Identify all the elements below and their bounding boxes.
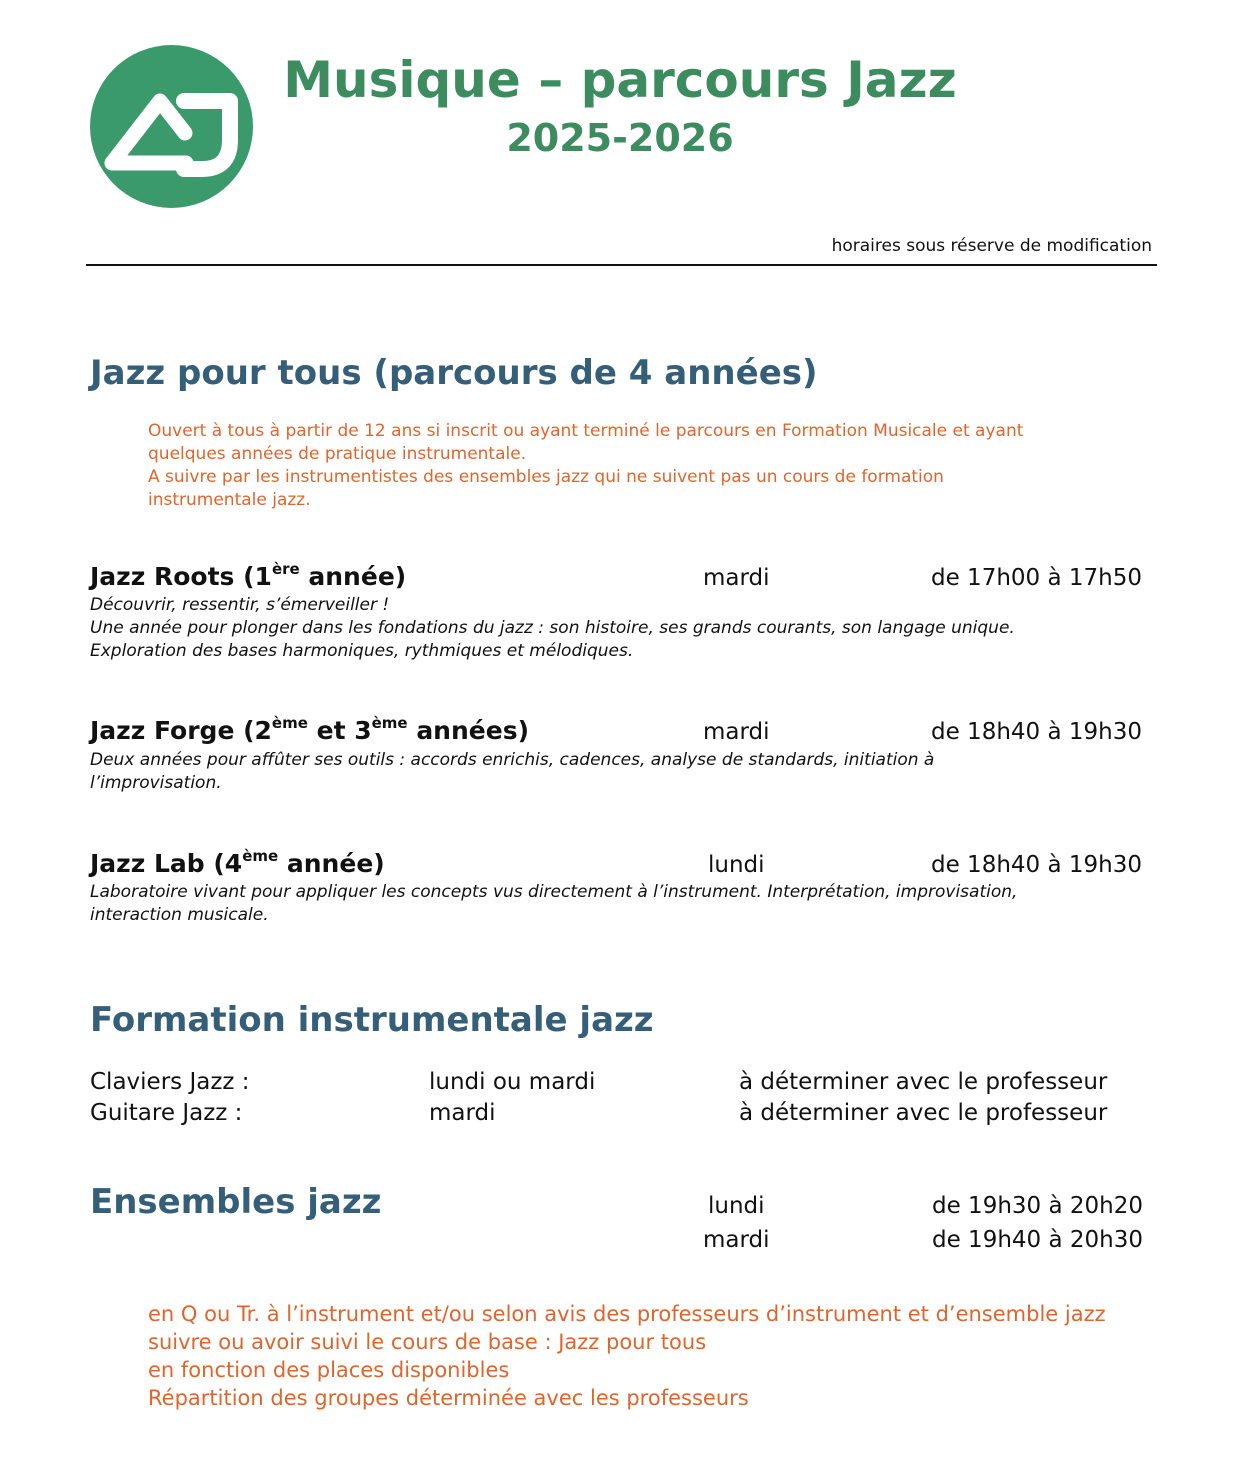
header-divider <box>86 264 1157 266</box>
course-name-jazz-roots: Jazz Roots (1ère année) <box>90 560 407 591</box>
condition-line: en fonction des places disponibles <box>148 1358 510 1382</box>
page-title: Musique – parcours Jazz <box>283 51 957 109</box>
instrument-claviers-time: à déterminer avec le professeur <box>739 1069 1108 1095</box>
course-desc-jazz-lab: Laboratoire vivant pour appliquer les concepts vus directement à l’instrument. Interprétation, improvisation, interaction musicale. <box>90 882 1018 925</box>
section-title-jazz-pour-tous: Jazz pour tous (parcours de 4 années) <box>90 353 818 393</box>
instrument-guitare-day: mardi <box>429 1100 496 1126</box>
course-day-jazz-lab: lundi <box>708 852 765 878</box>
ensemble-time-lundi: de 19h30 à 20h20 <box>932 1193 1143 1219</box>
course-day-jazz-forge: mardi <box>703 719 770 745</box>
ensemble-day-mardi: mardi <box>703 1227 770 1253</box>
instrument-guitare: Guitare Jazz : <box>90 1100 243 1126</box>
condition-line: en Q ou Tr. à l’instrument et/ou selon avis des professeurs d’instrument et d’ensemble jazz <box>148 1302 1106 1326</box>
ensemble-time-mardi: de 19h40 à 20h30 <box>932 1227 1143 1253</box>
course-name-jazz-lab: Jazz Lab (4ème année) <box>90 847 385 878</box>
course-time-jazz-roots: de 17h00 à 17h50 <box>931 565 1142 591</box>
school-year: 2025-2026 <box>506 116 734 160</box>
section-title-formation: Formation instrumentale jazz <box>90 1000 654 1040</box>
course-day-jazz-roots: mardi <box>703 565 770 591</box>
intro-line: A suivre par les instrumentistes des ensembles jazz qui ne suivent pas un cours de formation <box>148 467 944 487</box>
section-title-ensembles: Ensembles jazz <box>90 1182 382 1222</box>
course-time-jazz-lab: de 18h40 à 19h30 <box>931 852 1142 878</box>
intro-line: quelques années de pratique instrumentale. <box>148 444 527 464</box>
instrument-guitare-time: à déterminer avec le professeur <box>739 1100 1108 1126</box>
jazz-pour-tous-intro <box>148 420 1138 512</box>
instrument-claviers: Claviers Jazz : <box>90 1069 250 1095</box>
intro-line: instrumentale jazz. <box>148 490 311 510</box>
condition-line: suivre ou avoir suivi le cours de base : Jazz pour tous <box>148 1330 707 1354</box>
instrument-claviers-day: lundi ou mardi <box>429 1069 596 1095</box>
schedule-note: horaires sous réserve de modification <box>831 236 1152 256</box>
course-name-jazz-forge: Jazz Forge (2ème et 3ème années) <box>90 714 529 745</box>
intro-line: Ouvert à tous à partir de 12 ans si inscrit ou ayant terminé le parcours en Formation Musicale et ayant <box>148 421 1024 441</box>
course-desc-jazz-roots: Découvrir, ressentir, s’émerveiller ! Une année pour plonger dans les fondations du jazz : son histoire, ses grands courants, son langage unique. Exploration des bases harmoniques, rythmiques et mélodiques. <box>90 595 1015 661</box>
ensemble-day-lundi: lundi <box>708 1193 765 1219</box>
course-desc-jazz-forge: Deux années pour affûter ses outils : accords enrichis, cadences, analyse de standards, initiation à l’improvisation. <box>90 750 935 793</box>
ensemble-conditions <box>148 1300 1208 1412</box>
condition-line: Répartition des groupes déterminée avec les professeurs <box>148 1386 749 1410</box>
aj-logo <box>90 45 253 208</box>
course-time-jazz-forge: de 18h40 à 19h30 <box>931 719 1142 745</box>
